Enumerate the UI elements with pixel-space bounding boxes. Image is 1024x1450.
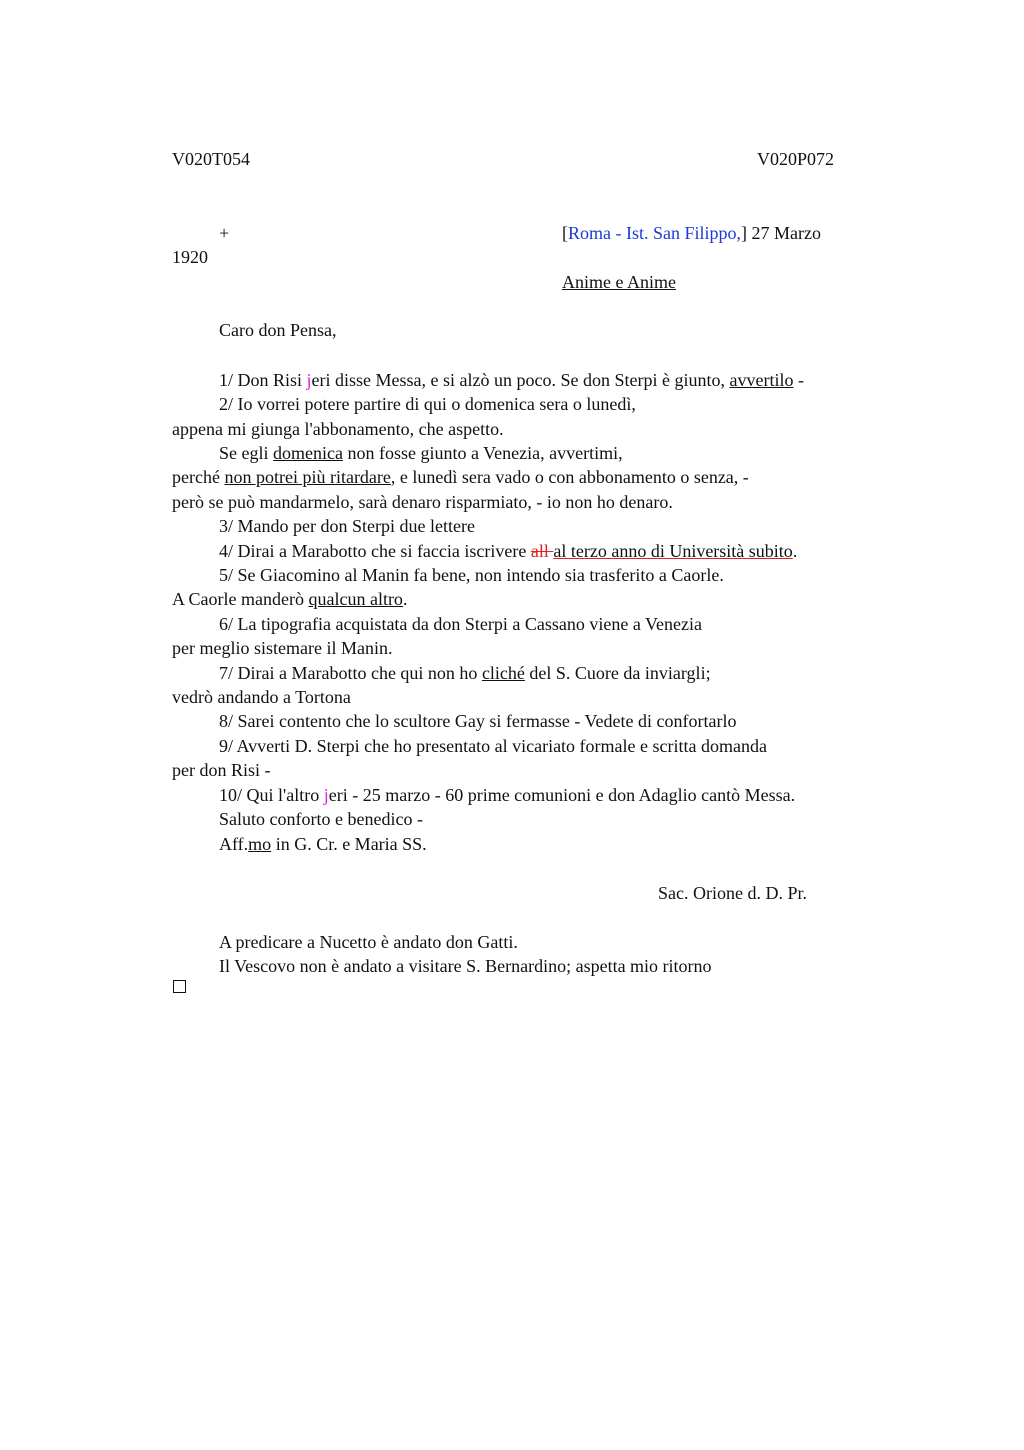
text-run: 10/ Qui l'altro (219, 785, 324, 805)
end-mark-square-icon (173, 980, 186, 993)
paragraph-3: 3/ Mando per don Sterpi due lettere (219, 516, 475, 536)
text-run: non fosse giunto a Venezia, avvertimi, (342, 443, 623, 463)
text-run: eri - 25 marzo - 60 prime comunioni e don Adaglio cantò Messa. (328, 785, 796, 805)
text-run: A Caorle manderò (172, 589, 309, 609)
text-run: perché (172, 467, 225, 487)
paragraph-8: 8/ Sarei contento che lo scultore Gay si fermasse - Vedete di confortarlo (219, 711, 737, 731)
correction-letter: j (323, 785, 329, 805)
date-year: 1920 (172, 247, 208, 267)
text-run: Aff. (219, 834, 249, 854)
paragraph-9-line-1: 9/ Avverti D. Sterpi che ho presentato al vicariato formale e scritta domanda (219, 736, 767, 756)
underlined-text: avvertilo (729, 370, 794, 390)
text-run: Se egli (219, 443, 273, 463)
postscript-1: A predicare a Nucetto è andato don Gatti. (219, 932, 518, 952)
paragraph-2-line-2: appena mi giunga l'abbonamento, che aspetto. (172, 419, 504, 439)
underlined-text: non potrei più ritardare (224, 467, 391, 487)
paragraph-2-line-5: però se può mandarmelo, sarà denaro risparmiato, - io non ho denaro. (172, 492, 673, 512)
paragraph-7-line-2: vedrò andando a Tortona (172, 687, 351, 707)
paragraph-5-line-1: 5/ Se Giacomino al Manin fa bene, non intendo sia trasferito a Caorle. (219, 565, 724, 585)
cross-symbol: + (219, 223, 230, 243)
bracket-close: ] (741, 223, 748, 243)
paragraph-1 (219, 369, 804, 391)
paragraph-6-line-1: 6/ La tipografia acquistata da don Sterpi a Cassano viene a Venezia (219, 614, 702, 634)
underlined-text: domenica (273, 443, 343, 463)
document-code-right: V020P072 (757, 149, 835, 169)
salutation: Caro don Pensa, (219, 320, 337, 340)
date-text: 27 Marzo (747, 223, 821, 243)
paragraph-2-line-3 (219, 442, 623, 464)
closing-affectionate (219, 833, 427, 855)
text-run: 1/ Don Risi (219, 370, 307, 390)
place-roma: Roma (568, 223, 611, 243)
closing-greeting: Saluto conforto e benedico - (219, 809, 423, 829)
red-underlined-text: al terzo anno di Università subito (553, 541, 793, 561)
paragraph-5-line-2 (172, 588, 407, 610)
text-run: in G. Cr. e Maria SS. (271, 834, 427, 854)
text-run: , e lunedì sera vado o con abbonamento o senza, - (390, 467, 749, 487)
text-run: 4/ Dirai a Marabotto che si faccia iscrivere (219, 541, 531, 561)
paragraph-4 (219, 540, 797, 562)
text-run: . (402, 589, 408, 609)
struck-text: all (530, 541, 554, 561)
signature: Sac. Orione d. D. Pr. (658, 883, 807, 903)
dateline (562, 222, 821, 244)
text-run: 7/ Dirai a Marabotto che qui non ho (219, 663, 482, 683)
underlined-text: qualcun altro (308, 589, 403, 609)
text-run: del S. Cuore da inviargli; (524, 663, 711, 683)
text-run: . (792, 541, 798, 561)
paragraph-9-line-2: per don Risi - (172, 760, 271, 780)
paragraph-10 (219, 784, 795, 806)
underlined-text: mo (248, 834, 272, 854)
place-separator: - (611, 223, 626, 243)
paragraph-7-line-1 (219, 662, 711, 684)
paragraph-6-line-2: per meglio sistemare il Manin. (172, 638, 393, 658)
correction-letter: j (306, 370, 312, 390)
postscript-2: Il Vescovo non è andato a visitare S. Bernardino; aspetta mio ritorno (219, 956, 712, 976)
place-institute: Ist. San Filippo, (626, 223, 742, 243)
paragraph-2-line-1: 2/ Io vorrei potere partire di qui o domenica sera o lunedì, (219, 394, 636, 414)
paragraph-2-line-4 (172, 466, 749, 488)
bracket-open: [ (562, 223, 568, 243)
underlined-text: cliché (481, 663, 525, 683)
letter-subject: Anime e Anime (562, 272, 676, 292)
document-code-left: V020T054 (172, 149, 250, 169)
text-run: eri disse Messa, e si alzò un poco. Se don Sterpi è giunto, (311, 370, 730, 390)
text-run: - (793, 370, 804, 390)
